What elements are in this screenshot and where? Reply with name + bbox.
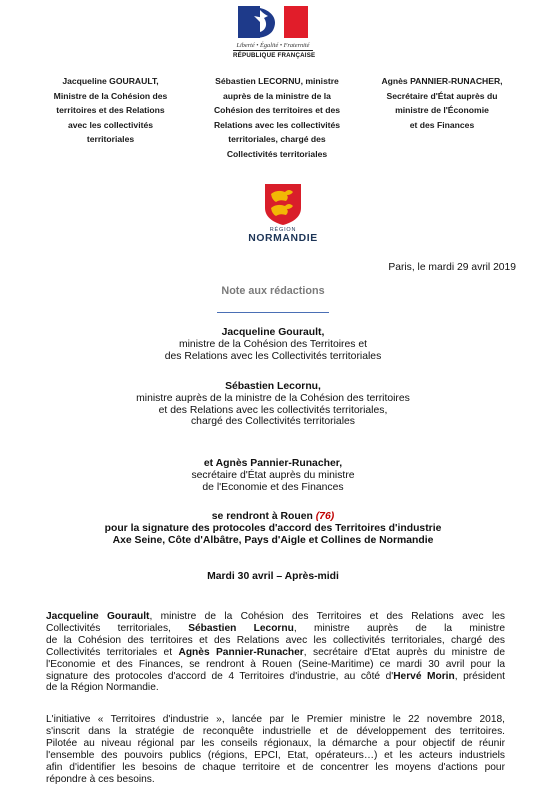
text-run: Collectivités territoriales,	[46, 622, 189, 634]
minister-name: et Agnès Pannier-Runacher,	[203, 458, 343, 469]
note-title: Note aux rédactions	[221, 285, 325, 297]
announcement-line: et des Relations avec les collectivités territoriales,	[158, 404, 388, 416]
paragraph-line: Pilotée au niveau régional par les conseils régionaux, la démarche a pour objectif de réunir	[46, 737, 505, 749]
paragraph-line: l'Economie et des Finances, se rendront à Rouen (Seine-Maritime) ce mardi 30 avril pour la	[46, 658, 505, 670]
paragraph-line: de la Région Normandie.	[46, 682, 159, 694]
marianne-emblem-icon	[234, 4, 312, 40]
text-run: , ministre auprès de la ministre	[293, 622, 505, 634]
announcement-gourault	[40, 327, 506, 362]
event-line: pour la signature des protocoles d'accord des Territoires d'industrie	[104, 522, 442, 534]
event-date	[40, 571, 506, 583]
minister-line: auprès de la ministre de la	[223, 90, 331, 101]
minister-line: avec les collectivités	[67, 119, 154, 130]
text-run: , président	[454, 670, 505, 682]
minister-line: ministre de l'Économie	[395, 105, 489, 115]
paragraph-line: L'initiative « Territoires d'industrie », lancée par le Premier ministre le 22 novembre 2018,	[46, 714, 505, 725]
minister-line: Secrétaire d'État auprès du	[386, 90, 498, 101]
minister-line: Cohésion des territoires et des	[213, 105, 341, 115]
department-code: (76)	[315, 511, 335, 522]
text-run: signature des protocoles d'accord de 4 Territoires d'industrie, au côté d'	[46, 670, 394, 682]
announcement-pannier-runacher	[40, 458, 506, 493]
paragraph-line	[46, 623, 505, 635]
minister-line: territoriales	[86, 134, 135, 144]
event-line: Axe Seine, Côte d'Albâtre, Pays d'Aigle et Collines de Normandie	[112, 534, 434, 546]
bold-name: Jacqueline Gourault	[46, 611, 150, 622]
minister-line: et des Finances	[409, 119, 475, 130]
bold-name: Hervé Morin	[393, 670, 455, 682]
title-underline	[217, 312, 329, 313]
region-label: RÉGION	[269, 227, 297, 233]
paragraph-line: répondre à ces besoins.	[46, 773, 155, 785]
minister-line: Agnès PANNIER-RUNACHER,	[381, 76, 503, 86]
paragraph-line	[46, 671, 505, 683]
bold-name: Agnès Pannier-Runacher	[178, 646, 304, 658]
minister-line: Ministre de la Cohésion des	[53, 90, 168, 101]
minister-line: Sébastien LECORNU, ministre	[215, 76, 339, 86]
minister-header-gourault	[48, 74, 173, 147]
region-name: NORMANDIE	[248, 233, 318, 244]
minister-line: territoires et des Relations	[56, 105, 165, 115]
announcement-lecornu	[40, 381, 506, 428]
paragraph-line	[46, 611, 505, 623]
announcement-line: secrétaire d'État auprès du ministre	[191, 469, 355, 481]
text-run: Collectivités territoriales et	[46, 646, 179, 658]
paragraph-line: l'ensemble des pouvoirs publics (régions, EPCI, Etat, opérateurs…) et les acteurs industriels	[46, 749, 505, 761]
republic-text: RÉPUBLIQUE FRANÇAISE	[233, 52, 316, 59]
paragraph-line: afin d'identifier les besoins de chaque territoire et de concentrer les moyens d'actions pour	[46, 761, 505, 773]
body-paragraph-1	[46, 611, 505, 694]
dateline: Paris, le mardi 29 avril 2019	[388, 262, 516, 273]
bold-name: Sébastien Lecornu	[188, 622, 294, 634]
event-date-text: Mardi 30 avril – Après-midi	[207, 571, 339, 582]
motto-text: Liberté • Égalité • Fraternité	[236, 42, 310, 49]
minister-name: Jacqueline Gourault,	[221, 327, 325, 338]
minister-line: Jacqueline GOURAULT,	[62, 76, 159, 86]
announcement-line: des Relations avec les Collectivités territoriales	[164, 350, 382, 362]
minister-name: Sébastien Lecornu,	[225, 381, 321, 392]
announcement-line: ministre auprès de la ministre de la Cohésion des territoires	[136, 392, 410, 404]
paragraph-line	[46, 647, 505, 659]
paragraph-line: s'inscrit dans la stratégie de reconquête industrielle et de développement des territoires.	[46, 725, 505, 737]
minister-line: Relations avec les collectivités	[213, 119, 341, 130]
minister-line: territoriales, chargé des	[228, 134, 326, 144]
announcement-line: de l'Economie et des Finances	[202, 481, 344, 493]
minister-header-pannier-runacher	[370, 74, 514, 132]
paragraph-line: de la Cohésion des territoires et des Relations avec les collectivités territoriales, chargé des	[46, 634, 505, 646]
text-run: , ministre de la Cohésion des Territoires et des Relations avec les	[149, 611, 506, 622]
announcement-line: chargé des Collectivités territoriales	[190, 416, 355, 428]
minister-header-lecornu	[202, 74, 352, 161]
event-summary	[40, 511, 506, 546]
body-paragraph-2	[46, 714, 505, 785]
region-normandie-logo	[243, 182, 323, 244]
text-run: , secrétaire d'Etat auprès du ministre de	[303, 646, 505, 658]
event-location: se rendront à Rouen	[211, 511, 313, 522]
announcement-line: ministre de la Cohésion des Territoires et	[178, 338, 368, 350]
normandy-leopards-icon	[261, 182, 305, 226]
minister-line: Collectivités territoriales	[226, 148, 328, 159]
marianne-logo	[233, 4, 316, 64]
